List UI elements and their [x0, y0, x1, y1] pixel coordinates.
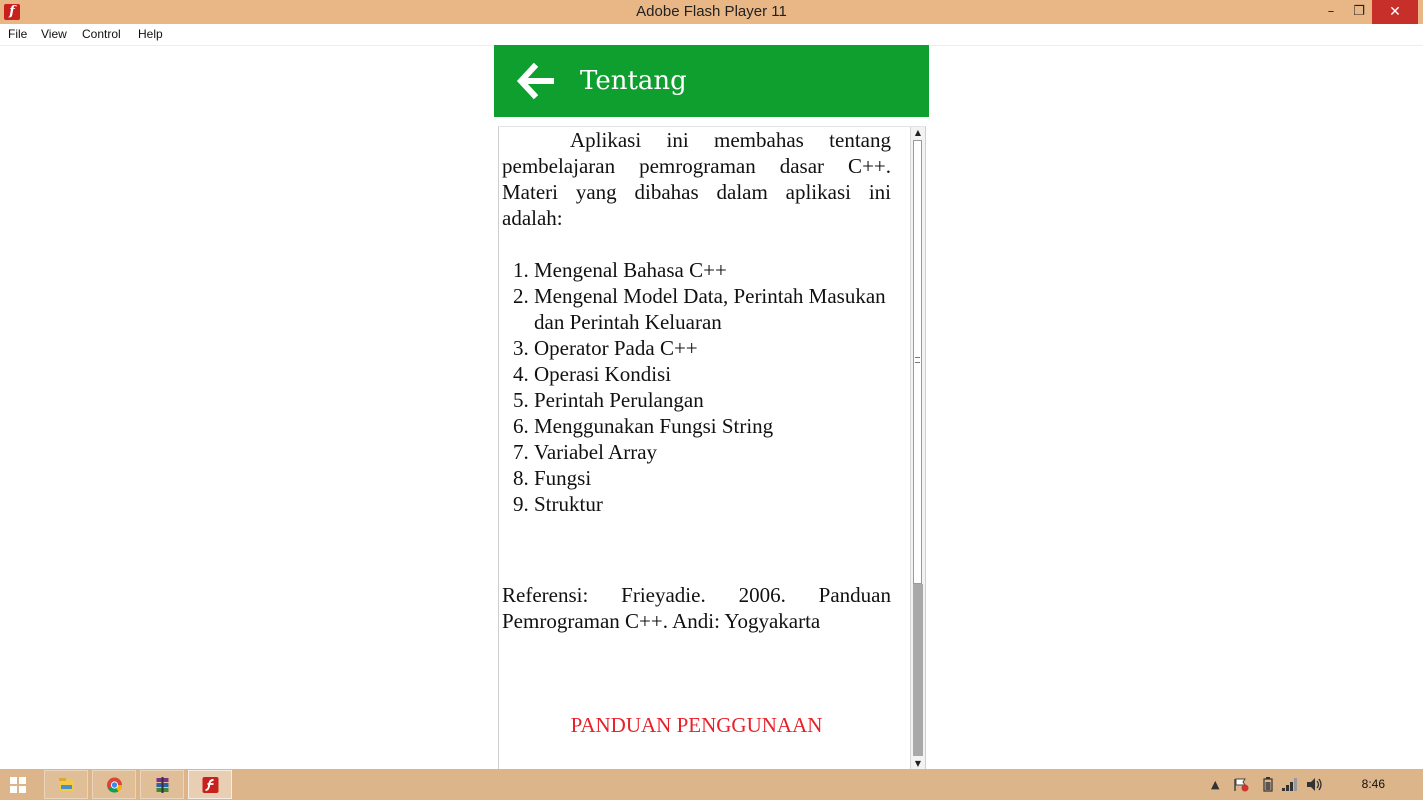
content-panel[interactable]	[498, 126, 926, 770]
winrar-icon	[154, 777, 171, 793]
intro-paragraph: Aplikasi ini membahas tentang pembelajaran pemrograman dasar C++. Materi yang dibahas dalam aplikasi ini adalah:	[502, 128, 891, 230]
file-explorer-icon	[58, 777, 75, 793]
list-item: 3. Operator Pada C++	[534, 335, 891, 361]
scroll-up-arrow-icon[interactable]: ▲	[914, 128, 922, 137]
menu-control[interactable]: Control	[82, 27, 121, 41]
clock[interactable]: 8:46	[1361, 777, 1385, 791]
list-item: 4. Operasi Kondisi	[534, 361, 891, 387]
flash-player-icon	[202, 777, 219, 793]
scroll-down-arrow-icon[interactable]: ▼	[914, 759, 922, 768]
about-text	[502, 127, 891, 790]
list-item: 1. Mengenal Bahasa C++	[534, 257, 891, 283]
list-item: 6. Menggunakan Fungsi String	[534, 413, 891, 439]
scrollbar-track[interactable]	[913, 584, 923, 756]
menu-file[interactable]: File	[8, 27, 28, 41]
taskbar-winrar[interactable]	[140, 770, 184, 799]
signal-strength-icon[interactable]	[1282, 778, 1298, 791]
menu-bar	[0, 24, 1423, 46]
app-header	[494, 45, 929, 117]
guide-heading: PANDUAN PENGGUNAAN	[570, 713, 823, 737]
page-title: Tentang	[580, 66, 687, 96]
list-item: 7. Variabel Array	[534, 439, 891, 465]
window-title: Adobe Flash Player 11	[636, 3, 787, 20]
show-hidden-icons-icon[interactable]: ▲	[1211, 778, 1220, 791]
battery-icon[interactable]	[1263, 777, 1273, 792]
flash-player-icon[interactable]: f	[4, 4, 20, 20]
taskbar	[0, 769, 1423, 800]
taskbar-file-explorer[interactable]	[44, 770, 88, 799]
grip-icon	[915, 357, 920, 363]
list-item: 9. Struktur	[534, 491, 891, 517]
volume-icon[interactable]	[1306, 777, 1324, 792]
back-arrow-icon[interactable]	[518, 65, 556, 97]
action-center-flag-icon[interactable]	[1233, 778, 1249, 792]
menu-help[interactable]: Help	[138, 27, 163, 41]
windows-start-icon[interactable]	[10, 777, 26, 793]
list-item: 5. Perintah Perulangan	[534, 387, 891, 413]
vertical-scrollbar[interactable]	[910, 127, 925, 770]
chrome-icon	[106, 777, 123, 793]
title-bar	[0, 0, 1423, 24]
list-item: 8. Fungsi	[534, 465, 891, 491]
reference-text: Referensi: Frieyadie. 2006. Panduan Pemrograman C++. Andi: Yogyakarta	[502, 583, 891, 633]
minimize-button[interactable]: –	[1327, 4, 1335, 19]
list-item: 2. Mengenal Model Data, Perintah Masukan dan Perintah Keluaran	[534, 283, 891, 335]
taskbar-chrome[interactable]	[92, 770, 136, 799]
scrollbar-thumb[interactable]	[913, 140, 922, 584]
close-button[interactable]: ✕	[1372, 0, 1418, 24]
restore-button[interactable]: ❐	[1353, 4, 1365, 19]
menu-view[interactable]: View	[41, 27, 67, 41]
taskbar-flash-player[interactable]	[188, 770, 232, 799]
topic-list	[502, 257, 891, 517]
